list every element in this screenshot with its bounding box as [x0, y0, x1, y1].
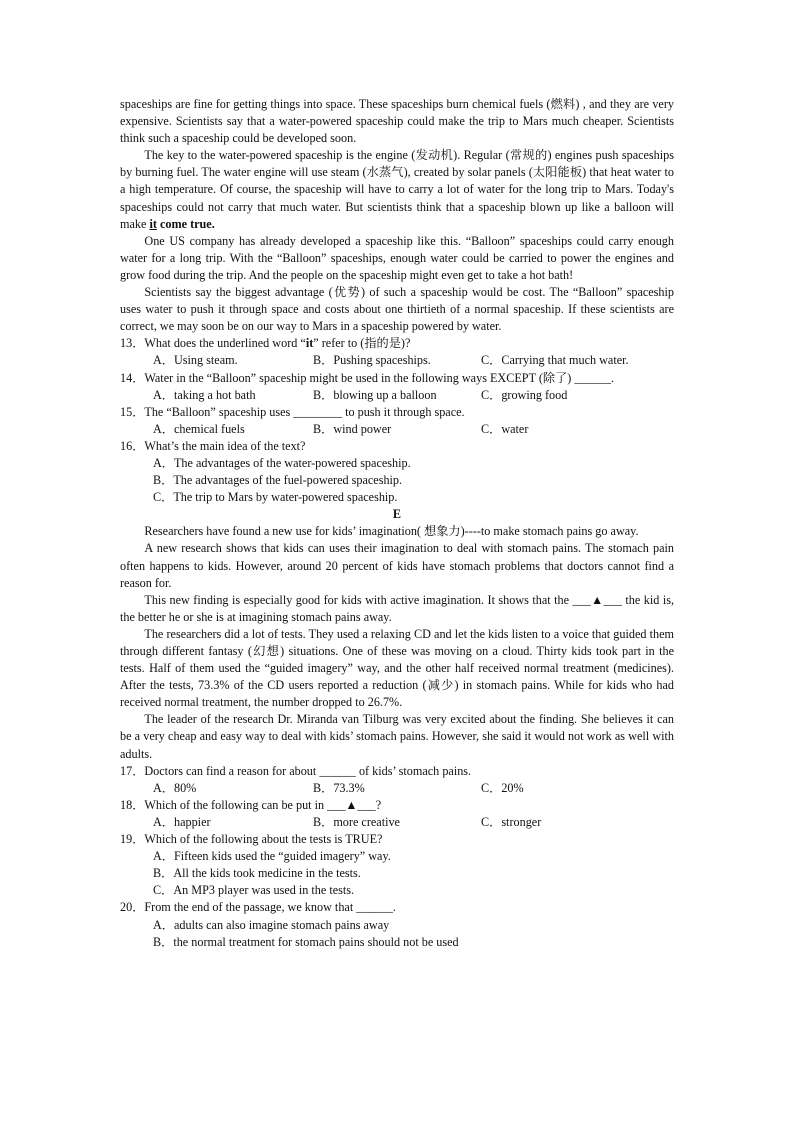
- passage-e-paragraph-1: Researchers have found a new use for kids’ imagination( 想象力)----to make stomach pains go away.: [144, 524, 639, 539]
- question-16: 16．What’s the main idea of the text?: [120, 438, 306, 453]
- option-b[interactable]: B．blowing up a balloon: [313, 387, 437, 402]
- section-title: E: [392, 507, 402, 522]
- passage-text: This new finding is especially good for kids with active imagination. It shows that the: [144, 592, 569, 607]
- option-c[interactable]: C．growing food: [481, 387, 568, 402]
- passage-e-paragraph-4: The researchers did a lot of tests. They used a relaxing CD and let the kids listen to a voice that guided them through different fantasy (幻想) situations. One of these was moving on a cloud. Thirty kids took part in the tests. Half of them used the “guided imagery” way, and the other half received normal treatment (medicines). After the tests, 73.3% of the CD users reported a reduction (减少) in stomach pains. While for kids who had received normal treatment, the number dropped to 26.7%.: [120, 626, 674, 710]
- question-18: 18．Which of the following can be put in ___▲___?: [120, 797, 382, 812]
- option-c[interactable]: C．The trip to Mars by water-powered spaceship.: [153, 490, 398, 505]
- option-c[interactable]: C．An MP3 player was used in the tests.: [153, 883, 355, 898]
- option-c[interactable]: C．water: [481, 421, 529, 436]
- option-b[interactable]: B．Pushing spaceships.: [313, 353, 431, 368]
- option-a[interactable]: A．80%: [153, 780, 197, 795]
- option-a[interactable]: A．adults can also imagine stomach pains away: [153, 917, 390, 932]
- option-c[interactable]: C．20%: [481, 780, 524, 795]
- passage-text: and they are very expensive. Scientists say that a water-powered spaceship could make the trip to Mars much cheaper. Scientists think such a spaceship could be developed soon.: [120, 97, 674, 146]
- question-bold-word: it: [305, 336, 314, 351]
- question-17-options: [120, 780, 674, 797]
- passage-d-paragraph-3: Scientists say the biggest advantage (优势) of such a spaceship would be cost. The “Balloon” spaceship uses water to push it through space and costs about one thirtieth of a normal spaceship. If these scientists are correct, we may soon be on our way to Mars in a spaceship powered by water.: [120, 285, 674, 334]
- exam-page: [120, 96, 674, 951]
- passage-text: spaceships are fine for getting things into space. These spaceships burn chemical fuels (燃料) ,: [120, 97, 586, 111]
- option-a[interactable]: A．chemical fuels: [153, 421, 245, 436]
- option-a[interactable]: A．taking a hot bath: [153, 387, 256, 402]
- option-b[interactable]: B．the normal treatment for stomach pains should not be used: [153, 934, 459, 949]
- option-a[interactable]: A．Fifteen kids used the “guided imagery” way.: [153, 849, 391, 864]
- question-14-options: [120, 387, 674, 404]
- question-17: 17．Doctors can find a reason for about ______ of kids’ stomach pains.: [120, 763, 472, 778]
- passage-e-paragraph-3: [120, 592, 674, 626]
- option-a[interactable]: A．Using steam.: [153, 353, 238, 368]
- passage-text: The key to the water-powered spaceship is the engine (发动机). Regular (常规的) engines push spaceships by burning fuel. The water engine will use steam (水蒸气), created by solar panels (太阳能板) that heat water to a high temperature. Of course, the spaceship will have to carry a lot of water for the long trip to Mars. Today's spaceships could not carry that much water. But scientists think that a spaceship blown up like a balloon will make: [120, 148, 674, 231]
- passage-text: the kid is, the better he or she is at imagining stomach pains away.: [120, 592, 674, 624]
- option-c[interactable]: C．stronger: [481, 814, 542, 829]
- passage-d-paragraph-1: [120, 147, 674, 232]
- question-15: 15．The “Balloon” spaceship uses ________ to push it through space.: [120, 404, 465, 419]
- passage-e-paragraph-2: A new research shows that kids can uses their imagination to deal with stomach pains. The stomach pain often happens to kids. However, around 20 percent of kids have stomach problems that doctors cannot find a reason for.: [120, 541, 674, 590]
- question-13-options: [120, 352, 674, 369]
- question-20: 20．From the end of the passage, we know that ______.: [120, 900, 396, 915]
- passage-d-paragraph-0: [120, 96, 674, 147]
- option-b[interactable]: B．All the kids took medicine in the tests.: [153, 866, 361, 881]
- option-b[interactable]: B．wind power: [313, 421, 392, 436]
- option-c[interactable]: C．Carrying that much water.: [481, 353, 629, 368]
- question-13: [120, 335, 674, 352]
- passage-text: come true.: [159, 216, 215, 231]
- underlined-word: it: [149, 216, 157, 231]
- option-b[interactable]: B．more creative: [313, 814, 400, 829]
- question-19: 19．Which of the following about the tests is TRUE?: [120, 832, 383, 847]
- option-b[interactable]: B．The advantages of the fuel-powered spaceship.: [153, 473, 403, 488]
- question-18-options: [120, 814, 674, 831]
- option-a[interactable]: A．happier: [153, 814, 211, 829]
- option-a[interactable]: A．The advantages of the water-powered spaceship.: [153, 455, 411, 470]
- option-b[interactable]: B．73.3%: [313, 780, 365, 795]
- question-text: 13．What does the underlined word “: [120, 336, 306, 351]
- question-15-options: [120, 421, 674, 438]
- question-14: 14．Water in the “Balloon” spaceship might be used in the following ways EXCEPT (除了) ______.: [120, 370, 614, 385]
- question-text: ” refer to (指的是)?: [313, 336, 411, 351]
- passage-e-paragraph-5: The leader of the research Dr. Miranda van Tilburg was very excited about the finding. She believes it can be a very cheap and easy way to deal with kids’ stomach pains. However, she said it would not work as well with adults.: [120, 712, 674, 761]
- blank-marker: ___▲___: [572, 592, 622, 607]
- passage-d-paragraph-2: One US company has already developed a spaceship like this. “Balloon” spaceships could carry enough water for a long trip. With the “Balloon” spaceships, enough water could be carried to power the engines and grow food during the trip. And the people on the spaceship might even get to take a hot bath!: [120, 233, 674, 282]
